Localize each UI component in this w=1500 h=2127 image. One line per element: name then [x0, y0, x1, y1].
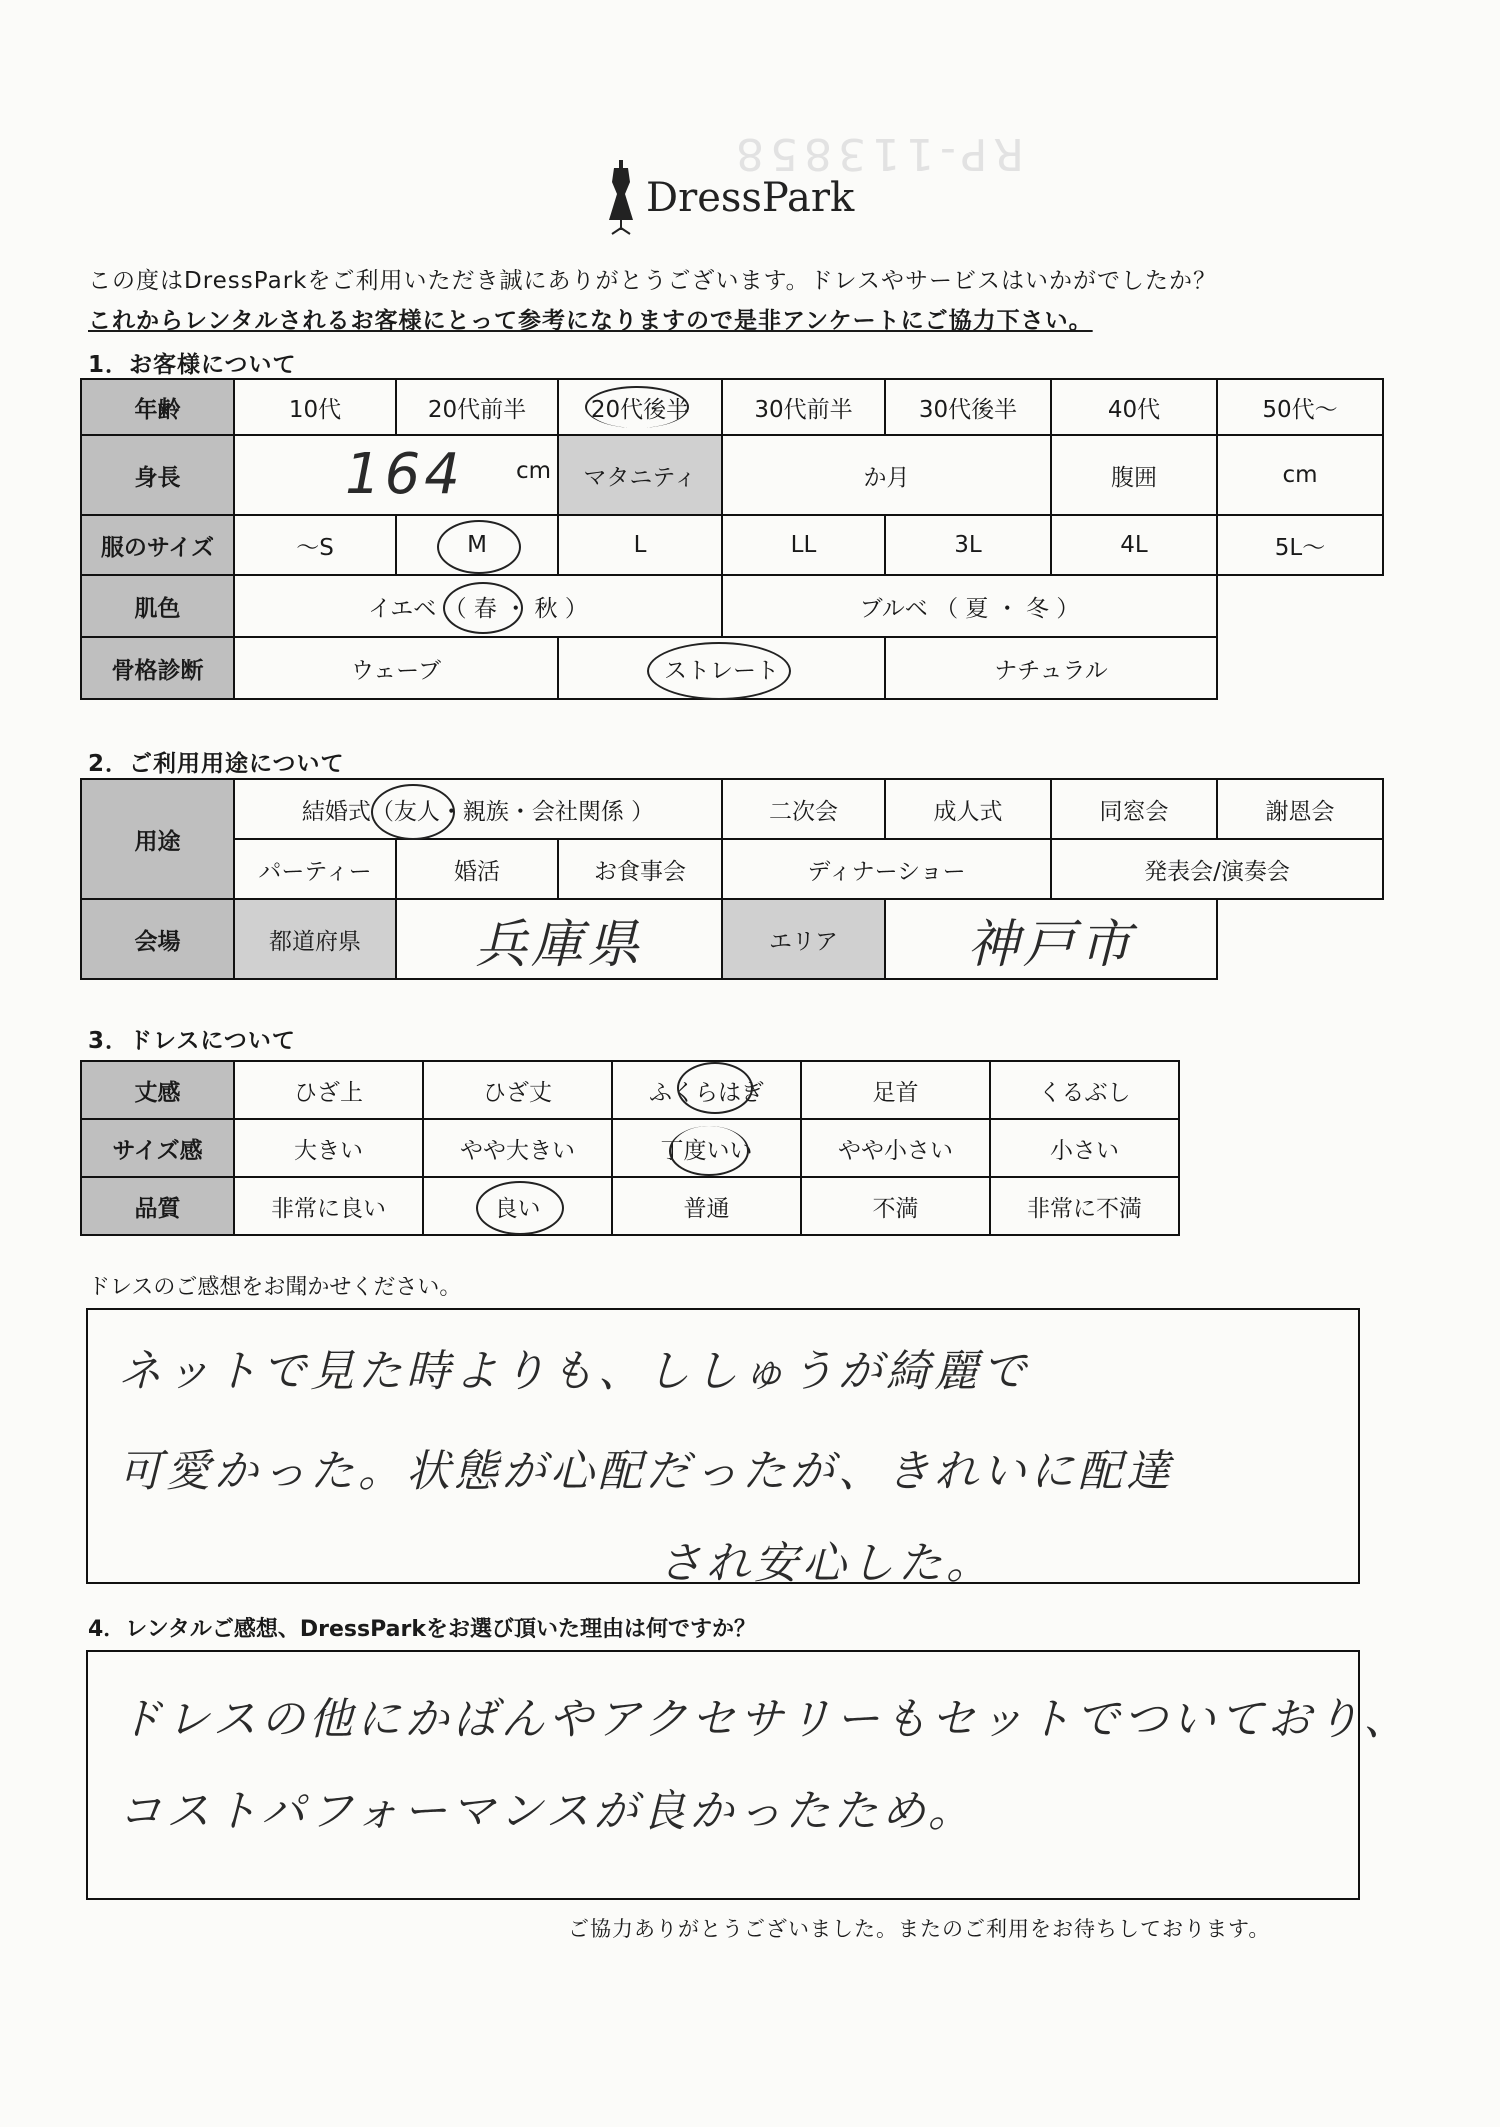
length-row: [81, 1061, 1179, 1119]
waist-label: 腹囲: [1051, 435, 1217, 515]
purpose-row-1: [81, 779, 1383, 839]
age-option[interactable]: 30代前半: [722, 379, 885, 435]
area-value: 神戸市: [967, 914, 1136, 975]
fit-option[interactable]: やや大きい: [423, 1119, 612, 1177]
quality-option[interactable]: 普通: [612, 1177, 801, 1235]
length-option[interactable]: ひざ丈: [423, 1061, 612, 1119]
maternity-months-field[interactable]: か月: [722, 435, 1051, 515]
section4-title: 4．レンタルご感想、DressParkをお選び頂いた理由は何ですか？: [88, 1617, 756, 1642]
reason-line: コストパフォーマンスが良かったため。: [118, 1786, 976, 1837]
age-option[interactable]: 40代: [1051, 379, 1217, 435]
maternity-label: マタニティ: [558, 435, 722, 515]
age-option[interactable]: 50代〜: [1217, 379, 1383, 435]
age-option[interactable]: 10代: [234, 379, 396, 435]
size-row: [81, 515, 1383, 575]
quality-label: 品質: [81, 1177, 234, 1235]
size-label: 服のサイズ: [81, 515, 234, 575]
intro-text: この度はDressParkをご利用いただき誠にありがとうございます。ドレスやサービスはいかがでしたか？: [88, 268, 1217, 294]
impression-line: 可愛かった。状態が心配だったが、きれいに配達: [118, 1446, 1174, 1497]
size-option-selected[interactable]: M: [396, 515, 558, 575]
impression-line: ネットで見た時よりも、ししゅうが綺麗で: [118, 1346, 1030, 1397]
age-label: 年齢: [81, 379, 234, 435]
prefecture-field[interactable]: [396, 899, 722, 979]
age-option[interactable]: 20代前半: [396, 379, 558, 435]
purpose-option[interactable]: 謝恩会: [1217, 779, 1383, 839]
skeleton-label: 骨格診断: [81, 637, 234, 699]
quality-option[interactable]: 非常に不満: [990, 1177, 1179, 1235]
quality-option[interactable]: 非常に良い: [234, 1177, 423, 1235]
section1-title: 1．お客様について: [88, 352, 297, 378]
height-value: 164: [345, 442, 464, 507]
prefecture-value: 兵庫県: [475, 914, 644, 975]
intro-request: これからレンタルされるお客様にとって参考になりますので是非アンケートにご協力下さい。: [88, 308, 1093, 334]
age-option[interactable]: 30代後半: [885, 379, 1051, 435]
purpose-row-2: [81, 839, 1383, 899]
reason-line: ドレスの他にかばんやアクセサリーもセットでついており、: [118, 1694, 1412, 1745]
fit-row: [81, 1119, 1179, 1177]
dress-table: [80, 1060, 1180, 1236]
fit-option[interactable]: 小さい: [990, 1119, 1179, 1177]
purpose-option[interactable]: 成人式: [885, 779, 1051, 839]
purpose-option[interactable]: 二次会: [722, 779, 885, 839]
fit-option-selected[interactable]: 丁度いい: [612, 1119, 801, 1177]
age-option-selected[interactable]: 20代後半: [558, 379, 722, 435]
fit-option[interactable]: 大きい: [234, 1119, 423, 1177]
skeleton-option[interactable]: ナチュラル: [885, 637, 1217, 699]
skeleton-row: [81, 637, 1383, 699]
height-label: 身長: [81, 435, 234, 515]
size-option[interactable]: LL: [722, 515, 885, 575]
quality-row: [81, 1177, 1179, 1235]
autumn-option[interactable]: 秋: [534, 595, 558, 622]
reason-box[interactable]: [86, 1650, 1412, 1900]
impression-line: され安心した。: [658, 1538, 994, 1589]
length-option-selected[interactable]: ふくらはぎ: [612, 1061, 801, 1119]
prefecture-label: 都道府県: [234, 899, 396, 979]
length-option[interactable]: ひざ上: [234, 1061, 423, 1119]
blue-base-option[interactable]: ブルベ （ 夏 ・ 冬 ）: [722, 575, 1217, 637]
impression-title: ドレスのご感想をお聞かせください。: [88, 1275, 462, 1300]
impression-box[interactable]: [86, 1308, 1360, 1589]
size-option[interactable]: L: [558, 515, 722, 575]
height-field[interactable]: [234, 435, 558, 515]
yellow-base-option[interactable]: イエベ （ 春 ・ 秋 ）: [234, 575, 722, 637]
section3-title: 3．ドレスについて: [88, 1028, 296, 1054]
size-option[interactable]: 4L: [1051, 515, 1217, 575]
size-option[interactable]: 5L〜: [1217, 515, 1383, 575]
logo-text: DressPark: [646, 175, 855, 221]
purpose-table: [80, 778, 1384, 980]
spring-option[interactable]: 春: [473, 595, 497, 622]
purpose-option[interactable]: 同窓会: [1051, 779, 1217, 839]
scan-bleed-through-id: RP-113858: [730, 128, 1024, 179]
length-label: 丈感: [81, 1061, 234, 1119]
size-option[interactable]: 〜S: [234, 515, 396, 575]
waist-field[interactable]: cm: [1217, 435, 1383, 515]
age-row: [81, 379, 1383, 435]
dress-form-icon: [606, 160, 636, 236]
dresspark-logo: [606, 158, 854, 238]
purpose-option[interactable]: パーティー: [234, 839, 396, 899]
height-unit: cm: [515, 458, 551, 484]
friend-option[interactable]: 友人: [393, 798, 440, 825]
height-row: [81, 435, 1383, 515]
area-label: エリア: [722, 899, 885, 979]
venue-label: 会場: [81, 899, 234, 979]
purpose-label: 用途: [81, 779, 234, 899]
purpose-option[interactable]: ディナーショー: [722, 839, 1051, 899]
length-option[interactable]: くるぶし: [990, 1061, 1179, 1119]
length-option[interactable]: 足首: [801, 1061, 990, 1119]
skin-row: [81, 575, 1383, 637]
fit-option[interactable]: やや小さい: [801, 1119, 990, 1177]
wedding-option[interactable]: 結婚式（友人・親族・会社関係 ）: [234, 779, 722, 839]
skin-label: 肌色: [81, 575, 234, 637]
summer-option[interactable]: 夏: [965, 595, 989, 622]
size-option[interactable]: 3L: [885, 515, 1051, 575]
purpose-option[interactable]: 婚活: [396, 839, 558, 899]
footer-thanks: ご協力ありがとうございました。またのご利用をお待ちしております。: [568, 1917, 1271, 1941]
purpose-option[interactable]: 発表会/演奏会: [1051, 839, 1383, 899]
skeleton-option-selected[interactable]: ストレート: [558, 637, 885, 699]
purpose-option[interactable]: お食事会: [558, 839, 722, 899]
quality-option-selected[interactable]: 良い: [423, 1177, 612, 1235]
fit-label: サイズ感: [81, 1119, 234, 1177]
winter-option[interactable]: 冬: [1026, 595, 1050, 622]
venue-row: [81, 899, 1383, 979]
quality-option[interactable]: 不満: [801, 1177, 990, 1235]
area-field[interactable]: [885, 899, 1217, 979]
customer-table: [80, 378, 1384, 700]
section2-title: 2．ご利用用途について: [88, 751, 345, 777]
skeleton-option[interactable]: ウェーブ: [234, 637, 558, 699]
